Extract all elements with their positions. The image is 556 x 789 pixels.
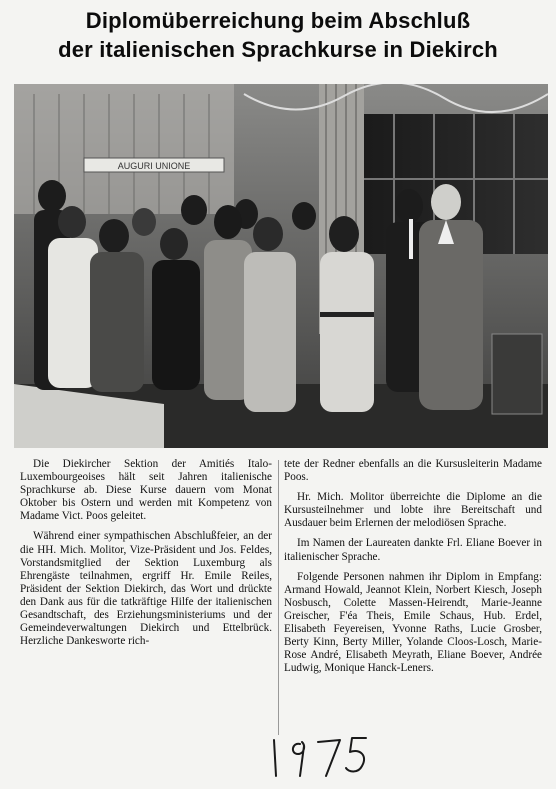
- banner-text: AUGURI UNIONE: [117, 161, 191, 171]
- headline-line-1: Diplomüberreichung beim Abschluß: [85, 8, 471, 33]
- article-paragraph: Hr. Mich. Molitor überreichte die Diplome an die Kursusteilnehmer und lobte ihre Bereitschaft und Ausdauer beim Erlernen der melodiösen Sprache.: [284, 491, 542, 530]
- column-divider: [278, 460, 279, 735]
- article-paragraph: Während einer sympathischen Abschlußfeier, an der die HH. Mich. Molitor, Vize-Präsident und Jos. Feldes, Vorstandsmitglied der Sektion Luxemburg als Ehrengäste teilnahmen, ergriff Hr. Emile Reiles, Präsident der Sektion Diekirch, das Wort und drückte den Dank aus für die tatkräftige Hilfe der italienischen Gesandtschaft, des Erziehungsministeriums und der Gemeindeverwaltungen Diekirch und Ettelbrück. Herzliche Dankesworte rich-: [20, 530, 272, 648]
- group-photo-illustration: [14, 84, 548, 448]
- article-paragraph: Folgende Personen nahmen ihr Diplom in Empfang: Armand Howald, Jeannot Klein, Norbert Kiesch, Joseph Nosbusch, Colette Massen-Heirendt, Marie-Jeanne Greischer, F'éa Theis, Emile Schaus, Hub. Erdel, Elisabeth Feyereisen, Yvonne Raths, Lucie Grosber, Berty Kinn, Berty Miller, Yolande Cloos-Losch, Marie-Rose André, Elisabeth Meyrath, Eliane Boever, Andrée Ludwig, Monique Hanck-Leners.: [284, 570, 542, 675]
- article-paragraph: tete der Redner ebenfalls an die Kursusleiterin Madame Poos.: [284, 458, 542, 484]
- article-left-column: [20, 458, 272, 648]
- handwritten-year: [262, 728, 382, 784]
- headline: [0, 6, 556, 64]
- group-photo: [14, 84, 548, 448]
- article-paragraph: Die Diekircher Sektion der Amitiés Italo-Luxembourgeoises hält seit Jahren italienische Sprachkurse ab. Diese Kurse dauern vom Monat Oktober bis Ostern und werden mit Kompetenz von Madame Vict. Poos geleitet.: [20, 458, 272, 523]
- headline-line-2: der italienischen Sprachkurse in Diekirch: [58, 37, 498, 62]
- article-paragraph: Im Namen der Laureaten dankte Frl. Eliane Boever in italienischer Sprache.: [284, 537, 542, 563]
- handwritten-year-drawing: [262, 728, 382, 784]
- article-right-column: [284, 458, 542, 675]
